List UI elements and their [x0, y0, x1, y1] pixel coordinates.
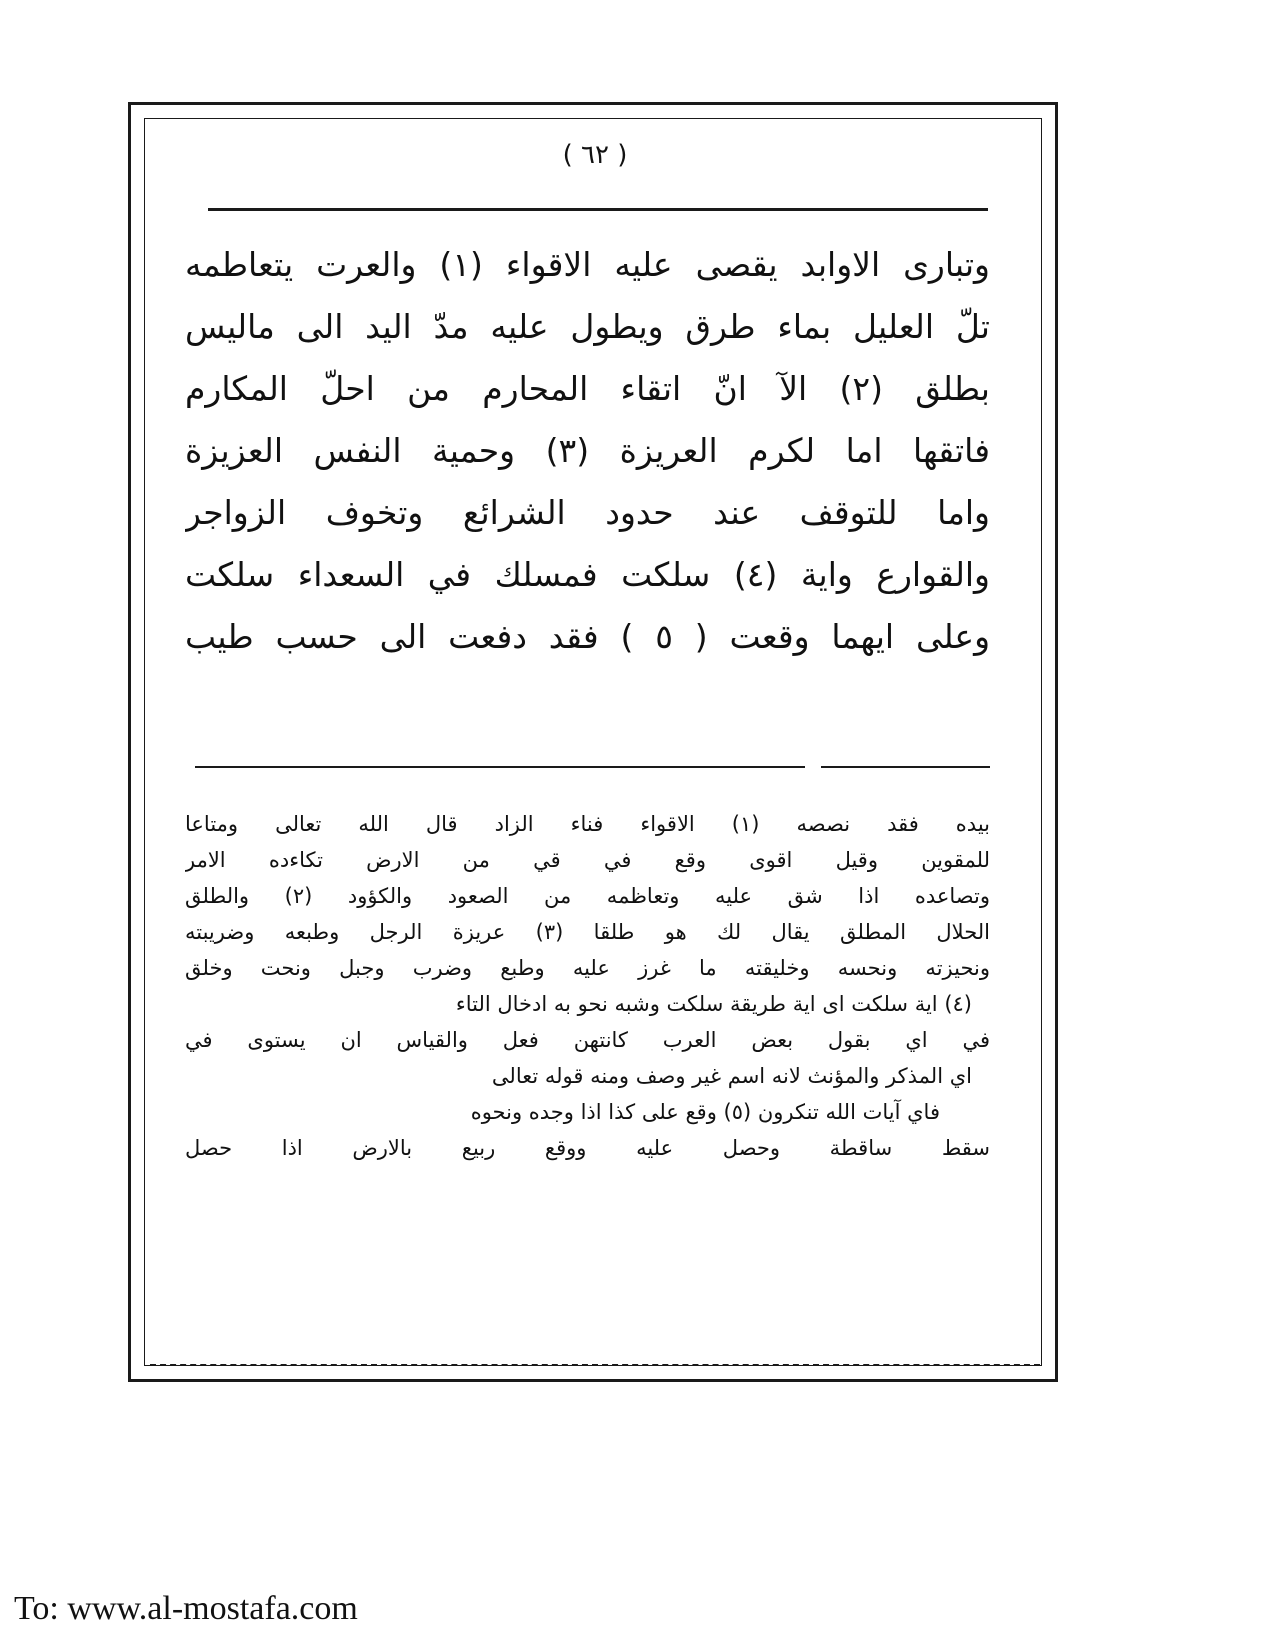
footnote-line: فاي آيات الله تنكرون (٥) وقع على كذا اذا وجده ونحوه [470, 1100, 940, 1124]
footnote-line: في اي بقول بعض العرب كانتهن فعل والقياس ان يستوى في [185, 1028, 990, 1052]
footnotes-block [185, 806, 990, 1166]
footnote-line: وتصاعده اذا شق عليه وتعاظمه من الصعود والكؤود (٢) والطلق [185, 884, 990, 908]
main-text-line: وتبارى الاوابد يقصى عليه الاقواء (١) والعرت يتعاطمه [185, 245, 990, 284]
footnote-separator-rule [195, 766, 990, 768]
footnote-line: للمقوين وقيل اقوى وقع في قي من الارض تكاءده الامر [185, 848, 990, 872]
footnote-line: الحلال المطلق يقال لك هو طلقا (٣) عريزة الرجل وطبعه وضريبته [185, 920, 990, 944]
footnote-line: ونحيزته ونحسه وخليقته ما غرز عليه وطبع وضرب وجبل ونحت وخلق [185, 956, 990, 980]
main-text-line: والقوارع واية (٤) سلكت فمسلك في السعداء سلكت [185, 555, 990, 594]
footnote-separator-gap [805, 760, 821, 772]
footnote-line: سقط ساقطة وحصل عليه ووقع ربيع بالارض اذا حصل [185, 1136, 990, 1160]
main-text-block [185, 234, 990, 668]
page-number: ( ٦٢ ) [562, 140, 628, 170]
main-text-line: فاتقها اما لكرم العريزة (٣) وحمية النفس العزيزة [185, 431, 990, 470]
main-text-line: وعلى ايهما وقعت ( ٥ ) فقد دفعت الى حسب طيب [185, 617, 990, 656]
footnote-line: بيده فقد نصصه (١) الاقواء فناء الزاد قال الله تعالى ومتاعا [185, 812, 990, 836]
main-text-line: واما للتوقف عند حدود الشرائع وتخوف الزواجر [185, 493, 990, 532]
header-rule [208, 208, 988, 211]
main-text-line: بطلق (٢) الآ انّ اتقاء المحارم من احلّ المكارم [185, 369, 990, 408]
main-text-line: تلّ العليل بماء طرق ويطول عليه مدّ اليد الى ماليس [185, 307, 990, 346]
footnote-line: (٤) اية سلكت اى اية طريقة سلكت وشبه نحو به ادخال التاء [455, 992, 972, 1016]
source-url: To: www.al-mostafa.com [14, 1590, 358, 1627]
footnote-line: اي المذكر والمؤنث لانه اسم غير وصف ومنه قوله تعالى [491, 1064, 972, 1088]
bottom-rule [150, 1364, 1040, 1366]
